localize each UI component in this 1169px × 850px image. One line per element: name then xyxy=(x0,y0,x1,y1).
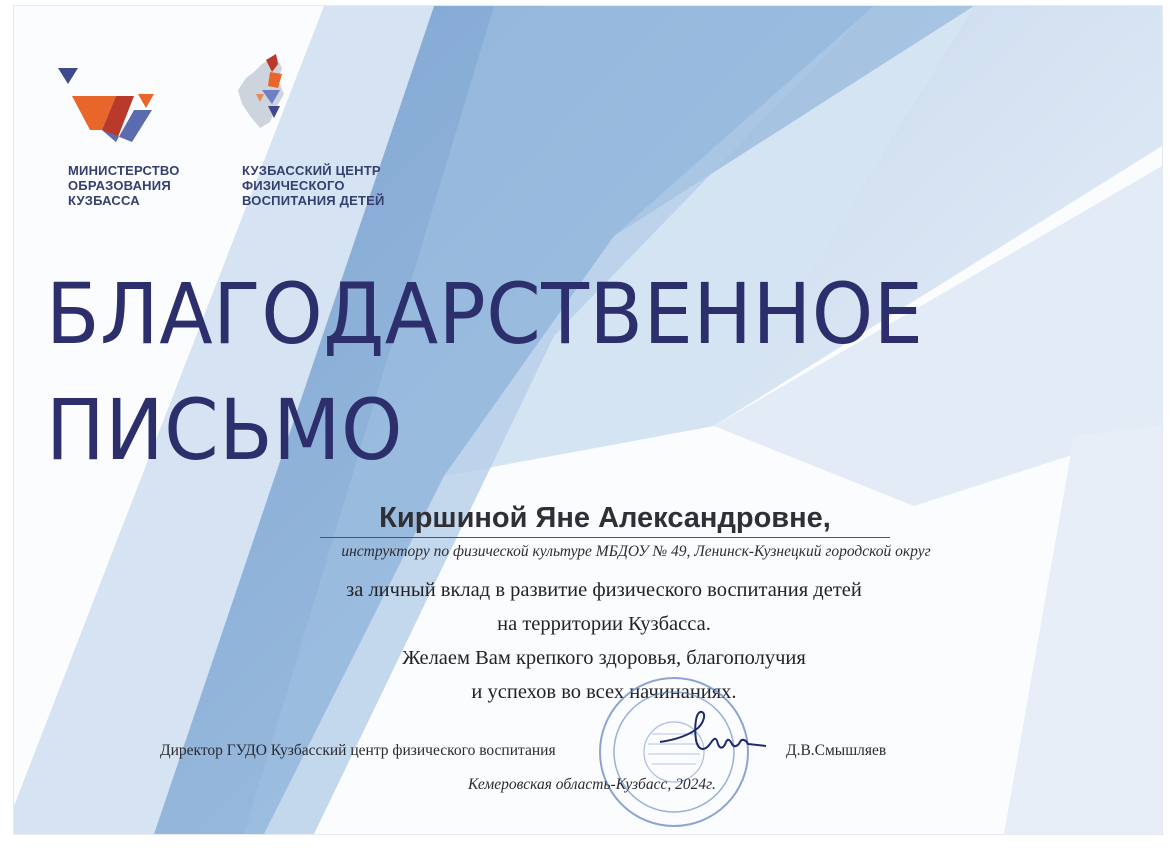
certificate-sheet xyxy=(14,6,1162,834)
body-text-line: и успехов во всех начинаниях. xyxy=(471,681,737,703)
recipient-position: инструктору по физической культуре МБДОУ № 49, Ленинск-Кузнецкий городской округ xyxy=(341,543,931,560)
body-text-line: за личный вклад в развитие физического воспитания детей xyxy=(346,579,862,601)
ministry-logo-icon xyxy=(54,58,164,148)
kuzbass-map-logo-icon xyxy=(232,50,312,142)
center-name: КУЗБАССКИЙ ЦЕНТР ФИЗИЧЕСКОГО ВОСПИТАНИЯ ДЕТЕЙ xyxy=(242,163,385,208)
ministry-name: МИНИСТЕРСТВО ОБРАЗОВАНИЯ КУЗБАССА xyxy=(68,163,180,208)
body-text-line: на территории Кузбасса. xyxy=(497,613,711,635)
signatory-name: Д.В.Смышляев xyxy=(786,742,887,759)
handwritten-signature xyxy=(654,706,774,762)
body-text-line: Желаем Вам крепкого здоровья, благополучия xyxy=(402,647,806,669)
place-and-year: Кемеровская область-Кузбасс, 2024г. xyxy=(468,776,716,793)
signatory-title: Директор ГУДО Кузбасский центр физического воспитания xyxy=(160,742,556,759)
certificate-title-line1: БЛАГОДАРСТВЕННОЕ xyxy=(46,265,924,363)
certificate-title-line2: ПИСЬМО xyxy=(46,381,404,479)
recipient-name: Киршиной Яне Александровне, xyxy=(320,502,890,538)
